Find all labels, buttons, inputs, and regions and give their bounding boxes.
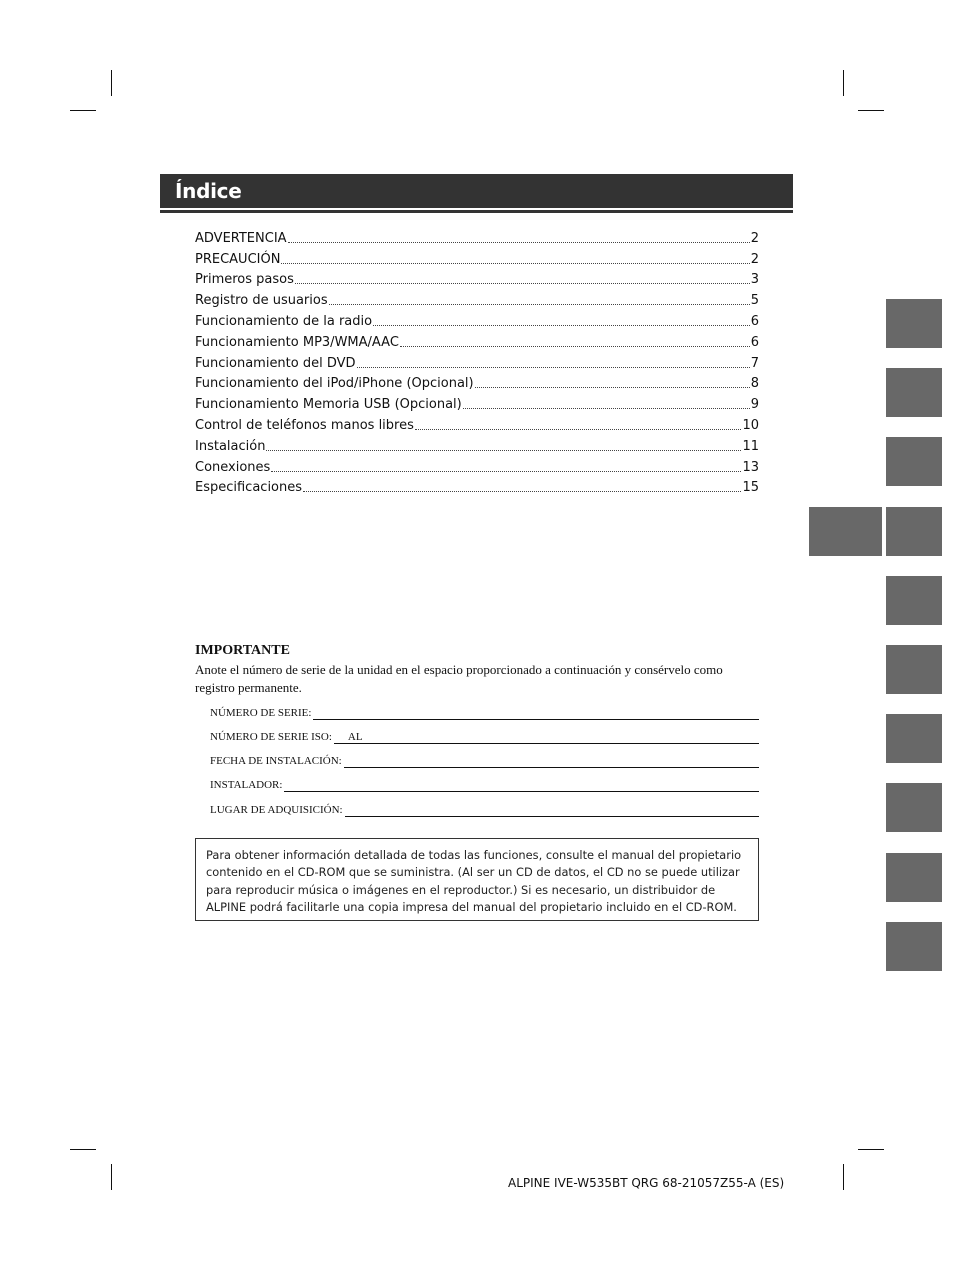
toc-page: 10 bbox=[742, 417, 759, 433]
installer-field[interactable] bbox=[210, 772, 759, 792]
toc-leader bbox=[475, 387, 750, 388]
language-tab[interactable] bbox=[886, 922, 942, 971]
toc-page: 11 bbox=[742, 438, 759, 454]
page-title: Índice bbox=[175, 179, 242, 203]
toc-leader bbox=[281, 263, 749, 264]
language-tab[interactable] bbox=[886, 853, 942, 902]
crop-mark bbox=[111, 70, 112, 96]
serial-number-field[interactable] bbox=[210, 700, 759, 720]
toc-leader bbox=[266, 450, 741, 451]
field-line[interactable] bbox=[313, 705, 759, 720]
crop-mark bbox=[111, 1164, 112, 1190]
field-label: NÚMERO DE SERIE ISO: bbox=[210, 731, 332, 743]
toc-page: 13 bbox=[742, 459, 759, 475]
toc-page: 8 bbox=[750, 376, 759, 392]
iso-serial-number-field[interactable] bbox=[210, 724, 759, 744]
toc-entry[interactable] bbox=[195, 330, 759, 351]
toc-entry[interactable] bbox=[195, 309, 759, 330]
toc-leader bbox=[288, 242, 750, 243]
toc-page: 3 bbox=[750, 272, 759, 288]
toc-leader bbox=[271, 471, 741, 472]
toc-label: Registro de usuarios bbox=[195, 293, 328, 309]
crop-mark bbox=[70, 110, 96, 111]
language-tab-active[interactable] bbox=[809, 507, 882, 556]
language-tab[interactable] bbox=[886, 299, 942, 348]
title-rule bbox=[160, 210, 793, 213]
field-line[interactable] bbox=[345, 802, 759, 817]
installation-date-field[interactable] bbox=[210, 748, 759, 768]
field-label: FECHA DE INSTALACIÓN: bbox=[210, 755, 342, 767]
toc-page: 15 bbox=[742, 480, 759, 496]
language-tab[interactable] bbox=[886, 437, 942, 486]
toc-page: 7 bbox=[750, 355, 759, 371]
crop-mark bbox=[858, 1149, 884, 1150]
toc-page: 2 bbox=[750, 251, 759, 267]
crop-mark bbox=[70, 1149, 96, 1150]
toc-label: ADVERTENCIA bbox=[195, 230, 287, 246]
toc-leader bbox=[400, 346, 750, 347]
toc-label: Funcionamiento MP3/WMA/AAC bbox=[195, 334, 399, 350]
crop-mark bbox=[843, 70, 844, 96]
toc-entry[interactable] bbox=[195, 288, 759, 309]
toc-label: Funcionamiento Memoria USB (Opcional) bbox=[195, 397, 462, 413]
toc-leader bbox=[357, 367, 750, 368]
crop-mark bbox=[843, 1164, 844, 1190]
important-text: Anote el número de serie de la unidad en el espacio proporcionado a continuación y consérvelo como registro permanente. bbox=[195, 662, 723, 695]
toc-page: 2 bbox=[750, 230, 759, 246]
place-of-purchase-field[interactable] bbox=[210, 797, 759, 817]
toc-entry[interactable] bbox=[195, 247, 759, 268]
toc-entry[interactable] bbox=[195, 268, 759, 289]
toc-leader bbox=[373, 325, 750, 326]
table-of-contents bbox=[195, 226, 759, 496]
toc-entry[interactable] bbox=[195, 476, 759, 497]
language-tab[interactable] bbox=[886, 783, 942, 832]
toc-entry[interactable] bbox=[195, 372, 759, 393]
language-tab[interactable] bbox=[886, 645, 942, 694]
field-line[interactable] bbox=[344, 753, 759, 768]
info-box bbox=[195, 838, 759, 921]
toc-label: Conexiones bbox=[195, 459, 271, 475]
toc-entry[interactable] bbox=[195, 226, 759, 247]
language-tab[interactable] bbox=[886, 576, 942, 625]
toc-page: 6 bbox=[750, 313, 759, 329]
toc-label: Primeros pasos bbox=[195, 272, 294, 288]
toc-entry[interactable] bbox=[195, 455, 759, 476]
toc-leader bbox=[303, 491, 741, 492]
toc-leader bbox=[329, 304, 750, 305]
footer-text: ALPINE IVE-W535BT QRG 68-21057Z55-A (ES) bbox=[508, 1176, 785, 1190]
toc-label: Instalación bbox=[195, 438, 266, 454]
field-line[interactable] bbox=[284, 777, 759, 792]
toc-entry[interactable] bbox=[195, 351, 759, 372]
important-title: IMPORTANTE bbox=[195, 643, 290, 658]
toc-entry[interactable] bbox=[195, 434, 759, 455]
crop-mark bbox=[858, 110, 884, 111]
toc-page: 6 bbox=[750, 334, 759, 350]
toc-entry[interactable] bbox=[195, 413, 759, 434]
language-tab[interactable] bbox=[886, 368, 942, 417]
field-line[interactable] bbox=[334, 729, 759, 744]
toc-page: 5 bbox=[750, 293, 759, 309]
toc-leader bbox=[415, 429, 742, 430]
toc-label: PRECAUCIÓN bbox=[195, 251, 281, 267]
important-section bbox=[195, 643, 759, 697]
language-tab[interactable] bbox=[886, 507, 942, 556]
toc-leader bbox=[463, 408, 750, 409]
toc-label: Especificaciones bbox=[195, 480, 303, 496]
toc-leader bbox=[295, 283, 750, 284]
field-label: LUGAR DE ADQUISICIÓN: bbox=[210, 804, 343, 816]
toc-label: Control de teléfonos manos libres bbox=[195, 417, 414, 433]
page-title-bar bbox=[160, 174, 793, 208]
info-text: Para obtener información detallada de todas las funciones, consulte el manual del propietario contenido en el CD-ROM que se suministra. (Al ser un CD de datos, el CD no se puede utilizar para reproducir música o imágenes en el reproductor.) Si es necesario, un distribuidor de ALPINE podrá facilitarle una copia impresa del manual del propietario incluido en el CD-ROM. bbox=[206, 848, 742, 914]
toc-label: Funcionamiento de la radio bbox=[195, 313, 373, 329]
toc-entry[interactable] bbox=[195, 392, 759, 413]
field-label: NÚMERO DE SERIE: bbox=[210, 707, 312, 719]
language-tab[interactable] bbox=[886, 714, 942, 763]
field-label: INSTALADOR: bbox=[210, 779, 283, 791]
field-value: AL bbox=[347, 731, 363, 743]
toc-label: Funcionamiento del DVD bbox=[195, 355, 356, 371]
toc-label: Funcionamiento del iPod/iPhone (Opcional) bbox=[195, 376, 474, 392]
toc-page: 9 bbox=[750, 397, 759, 413]
